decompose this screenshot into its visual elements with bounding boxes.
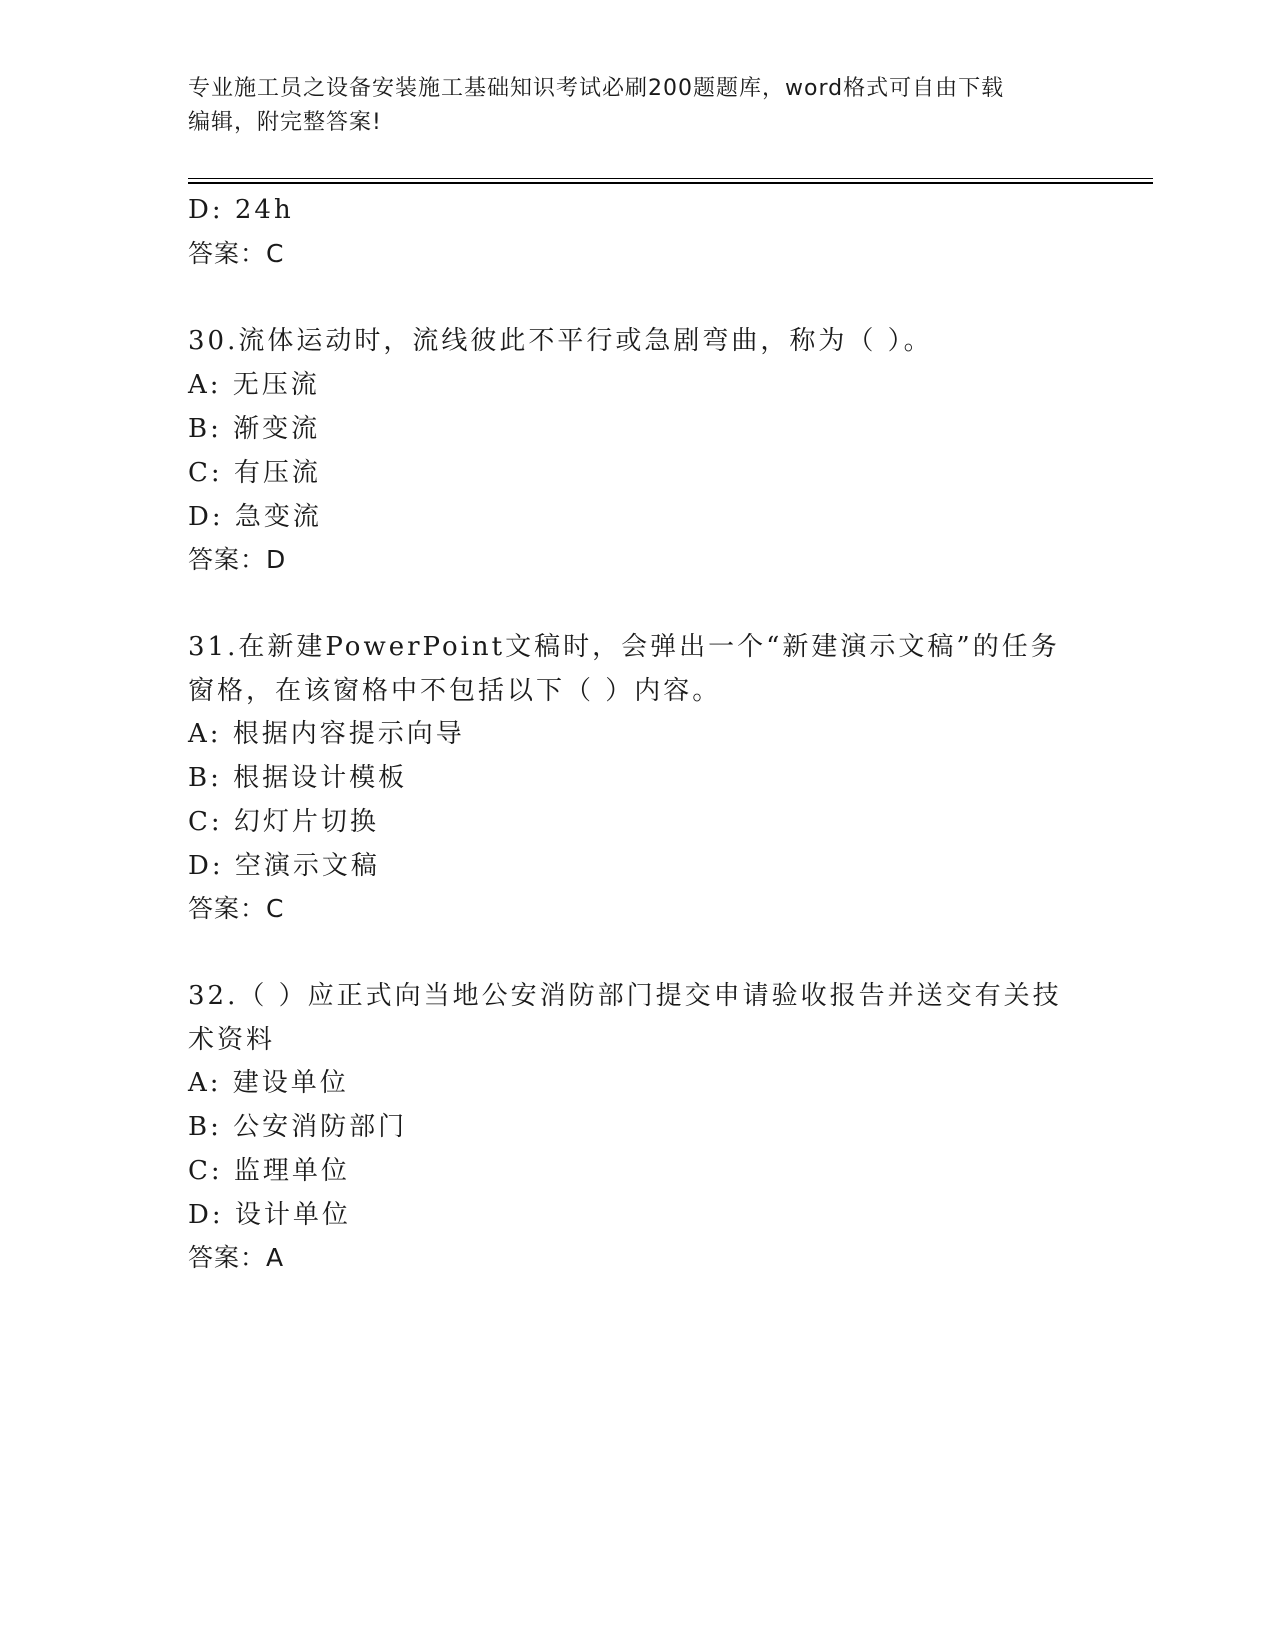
- header-line-1: 专业施工员之设备安装施工基础知识考试必刷200题题库，word格式可自由下载: [188, 76, 1005, 101]
- q30-option-b: B: 渐变流: [188, 414, 321, 444]
- q31-stem-line-2: 窗格，在该窗格中不包括以下（ ）内容。: [188, 676, 722, 706]
- q31-stem-line-1: 31.在新建PowerPoint文稿时，会弹出一个“新建演示文稿”的任务: [188, 632, 1060, 662]
- header-line-2: 编辑，附完整答案!: [188, 110, 382, 135]
- q32-option-b: B: 公安消防部门: [188, 1112, 408, 1142]
- q31-option-d: D: 空演示文稿: [188, 851, 380, 881]
- q30-stem: 30.流体运动时，流线彼此不平行或急剧弯曲，称为（ ）。: [188, 326, 933, 356]
- q30-option-c: C: 有压流: [188, 458, 321, 488]
- prev-answer: 答案：C: [188, 239, 285, 268]
- document-header: [188, 72, 1068, 140]
- q32-option-a: A: 建设单位: [188, 1068, 349, 1098]
- q31-option-c: C: 幻灯片切换: [188, 807, 379, 837]
- q31-option-a: A: 根据内容提示向导: [188, 719, 465, 749]
- header-divider-thin: [188, 178, 1153, 179]
- q30-answer: 答案：D: [188, 545, 287, 574]
- q32-option-d: D: 设计单位: [188, 1200, 351, 1230]
- q31-option-b: B: 根据设计模板: [188, 763, 408, 793]
- q31-answer: 答案：C: [188, 894, 285, 923]
- q32-option-c: C: 监理单位: [188, 1156, 350, 1186]
- q30-option-a: A: 无压流: [188, 370, 320, 400]
- q32-stem-line-1: 32.（ ）应正式向当地公安消防部门提交申请验收报告并送交有关技: [188, 981, 1062, 1011]
- q30-option-d: D: 急变流: [188, 502, 322, 532]
- q32-stem-line-2: 术资料: [188, 1025, 276, 1055]
- header-divider-thick: [188, 182, 1153, 184]
- q32-answer: 答案：A: [188, 1243, 285, 1272]
- prev-option-d: D: 24h: [188, 195, 294, 225]
